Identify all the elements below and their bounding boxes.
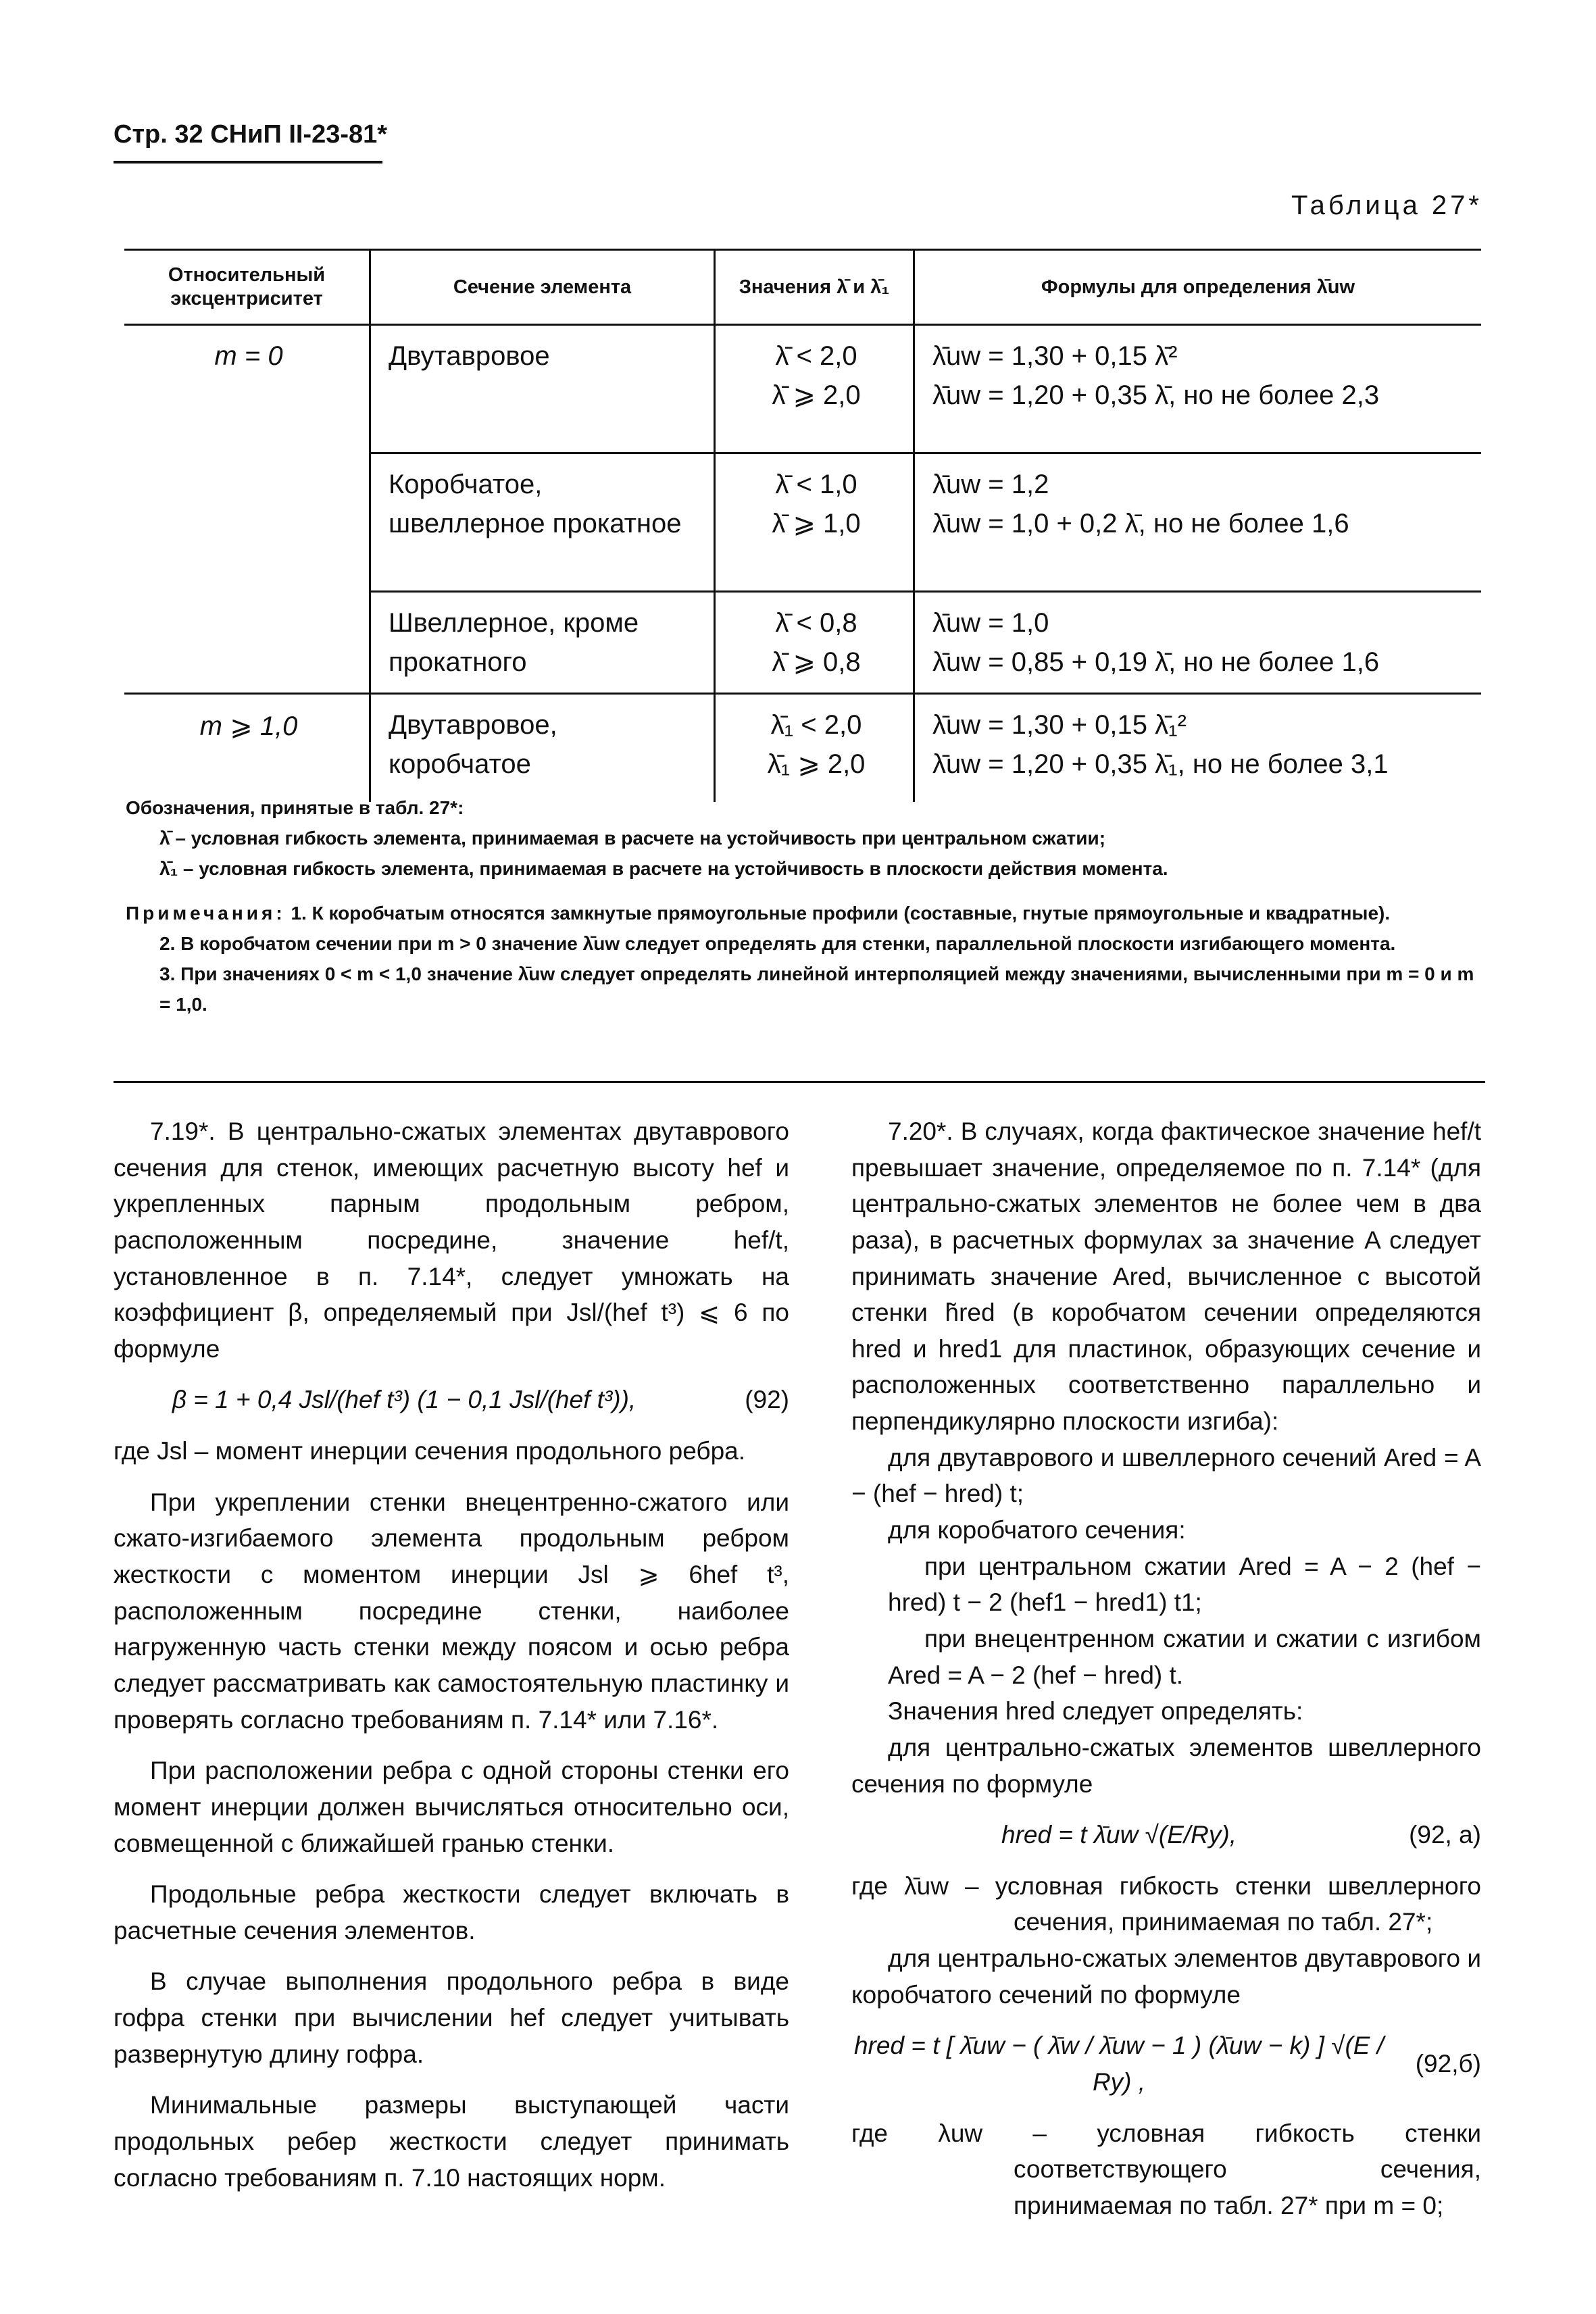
paragraph: при внецентренном сжатии и сжатии с изгибом Ared = A − 2 (hef − hred) t.: [888, 1624, 1481, 1689]
paragraph: Продольные ребра жесткости следует включать в расчетные сечения элементов.: [114, 1880, 789, 1944]
formula-line: λ̄uw = 1,2: [932, 470, 1049, 499]
eccentricity-cell: m = 0: [124, 325, 370, 694]
section-cell: Двутавровое, коробчатое: [370, 694, 715, 802]
note-3: 3. При значениях 0 < m < 1,0 значение λ̄uw следует определять линейной интерполяцией между значениями, вычисленными при m = 0 и m = 1,0.: [159, 963, 1474, 1015]
formula-line: λ̄uw = 1,30 + 0,15 λ̄²: [932, 341, 1178, 371]
formula-line: λ̄uw = 1,0 + 0,2 λ̄, но не более 1,6: [932, 509, 1349, 538]
notes-label: Примечания:: [126, 903, 286, 924]
formula-92a-number: (92, а): [1409, 1821, 1481, 1849]
formula-92: [114, 1382, 789, 1418]
section-cell: Коробчатое, швеллерное прокатное: [370, 453, 715, 592]
clause-7-20: 7.20*. В случаях, когда фактическое значение hef/t превышает значение, определяемое по п. 7.14* (для центрально-сжатых элементов не более чем в два раза), в расчетных формулах за значение A следует принимать значение Ared, вычисленное с высотой стенки h̃red (в коробчатом сечении определяются hred и hred1 для пластинок, образующих сечение и расположенных соответственно параллельно и перпендикулярно плоскости изгиба):: [851, 1117, 1481, 1436]
paragraph: При расположении ребра с одной стороны стенки его момент инерции должен вычисляться относительно оси, совмещенной с ближайшей гранью стенки.: [114, 1757, 789, 1857]
formula-92b-number: (92,б): [1415, 2050, 1481, 2078]
values-cell: [715, 325, 914, 453]
value-line: λ̄₁ < 2,0: [770, 710, 862, 740]
section-cell: Швеллерное, кроме прокатного: [370, 592, 715, 694]
clause-7-19: 7.19*. В центрально-сжатых элементах двутаврового сечения для стенок, имеющих расчетную высоту hef и укрепленных парным продольным ребром, расположенным посредине, значение hef/t, установленное в п. 7.14*, следует умножать на коэффициент β, определяемый при Jsl/(hef t³) ⩽ 6 по формуле: [114, 1117, 789, 1363]
formula-92-expression: β = 1 + 0,4 Jsl/(hef t³) (1 − 0,1 Jsl/(hef t³)),: [172, 1386, 637, 1414]
definition-lambda1: λ̄₁ – условная гибкость элемента, принимаемая в расчете на устойчивость в плоскости действия момента.: [159, 857, 1168, 879]
col-header-eccentricity: Относительный эксцентриситет: [124, 250, 370, 325]
formula-line: λ̄uw = 1,20 + 0,35 λ̄, но не более 2,3: [932, 380, 1380, 410]
header-rule: [114, 161, 382, 164]
eccentricity-cell: m ⩾ 1,0: [124, 694, 370, 802]
value-line: λ̄ ⩾ 0,8: [772, 647, 861, 677]
table-row: [124, 325, 1481, 453]
paragraph: для центрально-сжатых элементов двутаврового и коробчатого сечений по формуле: [851, 1944, 1481, 2009]
paragraph: В случае выполнения продольного ребра в виде гофра стенки при вычислении hef следует учитывать развернутую длину гофра.: [114, 1967, 789, 2068]
note-1: [126, 899, 1477, 929]
formula-line: λ̄uw = 1,20 + 0,35 λ̄₁, но не более 3,1: [932, 749, 1389, 779]
section-cell: Двутавровое: [370, 325, 715, 453]
where-lambda-uw-m0: где λuw – условная гибкость стенки соответствующего сечения, принимаемая по табл. 27* при m = 0;: [851, 2119, 1481, 2219]
formula-92b: [851, 2028, 1481, 2100]
left-column: [114, 1113, 789, 2196]
section-divider: [114, 1081, 1485, 1083]
where-jsl: где Jsl – момент инерции сечения продольного ребра.: [114, 1437, 746, 1465]
col-header-formulas: Формулы для определения λ̄uw: [914, 250, 1482, 325]
paragraph: для двутаврового и швеллерного сечений Ared = A − (hef − hred) t;: [851, 1443, 1481, 1508]
values-cell: [715, 694, 914, 802]
values-cell: [715, 592, 914, 694]
values-cell: [715, 453, 914, 592]
note-1-text: 1. К коробчатым относятся замкнутые прямоугольные профили (составные, гнутые прямоугольные и квадратные).: [291, 903, 1391, 924]
paragraph: Значения hred следует определять:: [888, 1697, 1303, 1726]
table-row: [124, 694, 1481, 802]
formula-92a: [851, 1817, 1481, 1853]
formulas-cell: [914, 694, 1482, 802]
table-27: [124, 249, 1481, 802]
table-caption: Таблица 27*: [1291, 191, 1482, 220]
paragraph: Минимальные размеры выступающей части продольных ребер жесткости следует принимать согласно требованиям п. 7.10 настоящих норм.: [114, 2091, 789, 2192]
col-header-values: Значения λ̄ и λ̄₁: [715, 250, 914, 325]
col-header-section: Сечение элемента: [370, 250, 715, 325]
formula-92a-expression: hred = t λ̄uw √(E/Ry),: [1001, 1821, 1237, 1849]
formulas-cell: [914, 592, 1482, 694]
right-column: [851, 1113, 1481, 2224]
value-line: λ̄ ⩾ 1,0: [772, 509, 861, 538]
paragraph: для центрально-сжатых элементов швеллерного сечения по формуле: [851, 1733, 1481, 1798]
formula-92-number: (92): [745, 1386, 789, 1414]
formulas-cell: [914, 453, 1482, 592]
value-line: λ̄ < 0,8: [775, 608, 857, 638]
paragraph: При укреплении стенки внецентренно-сжатого или сжато-изгибаемого элемента продольным ребром жесткости с моментом инерции Jsl ⩾ 6hef t³, расположенным посредине стенки, наиболее нагруженную часть стенки между поясом и осью ребра следует рассматривать как самостоятельную пластинку и проверять согласно требованиям п. 7.14* или 7.16*.: [114, 1488, 789, 1734]
page-header: Стр. 32 СНиП II-23-81*: [114, 120, 388, 149]
value-line: λ̄ ⩾ 2,0: [772, 380, 861, 410]
definition-lambda: λ̄ – условная гибкость элемента, принимаемая в расчете на устойчивость при центральном сжатии;: [159, 827, 1106, 849]
formula-line: λ̄uw = 0,85 + 0,19 λ̄, но не более 1,6: [932, 647, 1380, 677]
notes-intro: Обозначения, принятые в табл. 27*:: [126, 797, 464, 818]
formula-line: λ̄uw = 1,30 + 0,15 λ̄₁²: [932, 710, 1187, 740]
value-line: λ̄ < 2,0: [775, 341, 857, 371]
formula-92b-expression: hred = t [ λ̄uw − ( λ̄w / λ̄uw − 1 ) (λ̄uw − k) ] √(E / Ry) ,: [853, 2032, 1385, 2096]
where-lambda-uw: где λ̄uw – условная гибкость стенки швеллерного сечения, принимаемая по табл. 27*;: [851, 1871, 1481, 1936]
formulas-cell: [914, 325, 1482, 453]
value-line: λ̄₁ ⩾ 2,0: [767, 749, 866, 779]
note-2: 2. В коробчатом сечении при m > 0 значение λ̄uw следует определять для стенки, параллельной плоскости изгибающего момента.: [159, 933, 1396, 955]
paragraph: для коробчатого сечения:: [888, 1516, 1186, 1544]
formula-line: λ̄uw = 1,0: [932, 608, 1049, 638]
value-line: λ̄ < 1,0: [775, 470, 857, 499]
paragraph: при центральном сжатии Ared = A − 2 (hef − hred) t − 2 (hef1 − hred1) t1;: [888, 1552, 1481, 1617]
table-notes: [126, 793, 1477, 1020]
